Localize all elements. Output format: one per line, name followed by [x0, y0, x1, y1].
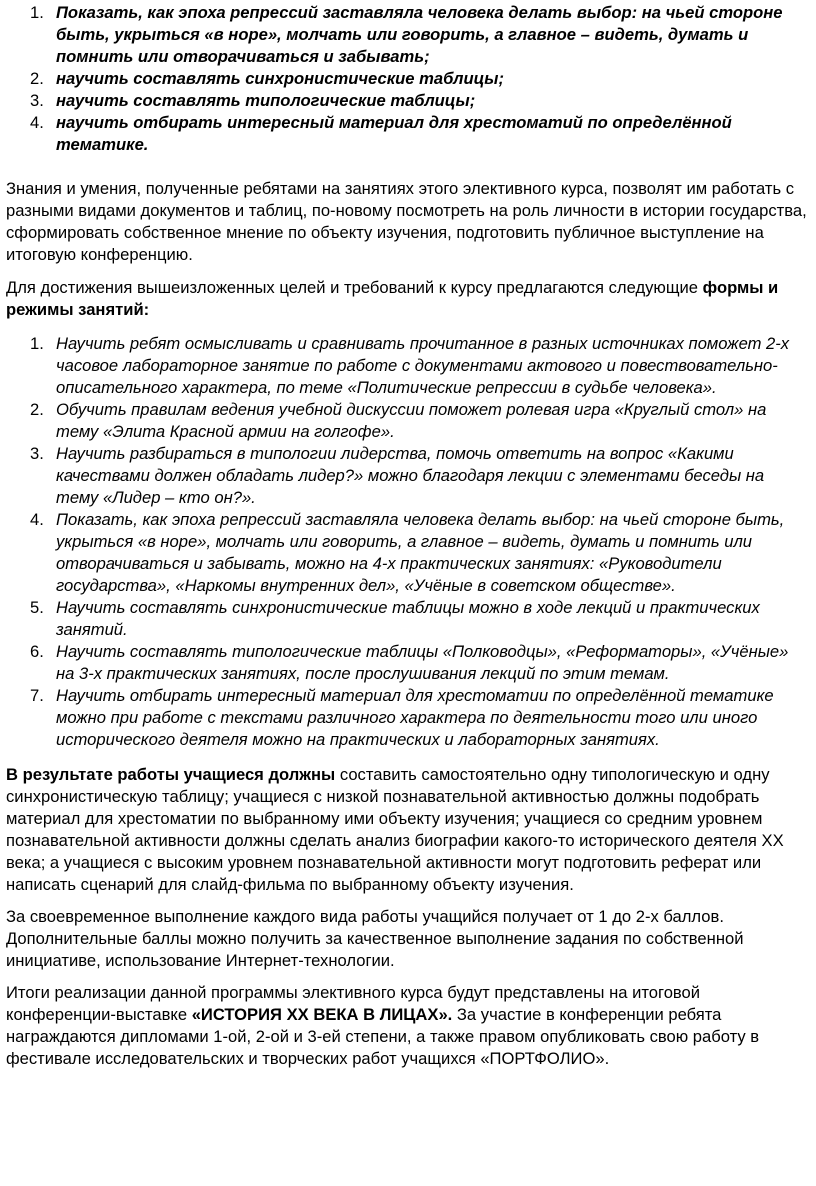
form-item [6, 685, 810, 751]
goal-text: научить составлять типологические таблицы; [56, 91, 476, 110]
result-bold: В результате работы учащиеся должны [6, 765, 336, 784]
conference-title: «ИСТОРИЯ XX ВЕКА В ЛИЦАХ». [191, 1005, 453, 1024]
form-text: Обучить правилам ведения учебной дискуссии поможет ролевая игра «Круглый стол» на тему «Элита Красной армии на голгофе». [56, 400, 767, 441]
goal-item [6, 2, 810, 68]
form-text: Научить отбирать интересный материал для хрестоматии по определённой тематике можно при работе с текстами различного характера по деятельности того или иного исторического деятеля можно на практических и лабораторных занятиях. [56, 686, 774, 749]
goal-text: научить составлять синхронистические таблицы; [56, 69, 504, 88]
final-text-before: Итоги реализации данной программы элективного курса будут представлены на итоговой конференции-выставке [6, 983, 701, 1024]
final-text-after: За участие в конференции ребята награждаются дипломами 1-ой, 2-ой и 3-ей степени, а также правом опубликовать свою работу в фестивале исследовательских и творческих работ учащихся «ПОРТФОЛИО». [6, 1005, 760, 1068]
goal-item [6, 68, 810, 90]
goals-list [6, 2, 810, 156]
form-item [6, 333, 810, 399]
list-number: 4. [30, 510, 44, 529]
form-item [6, 443, 810, 509]
list-number: 1. [30, 334, 44, 353]
forms-intro-bold: формы и режимы занятий: [6, 278, 779, 319]
list-number: 4. [30, 113, 44, 132]
list-number: 1. [30, 3, 44, 22]
result-text: составить самостоятельно одну типологическую и одну синхронистическую таблицу; учащиеся с низкой познавательной активностью должны подобрать материал для хрестоматии по выбранному ими объекту изучения; учащиеся со средним уровнем познавательной активности должны сделать анализ биографии какого-то исторического деятеля XX века; а учащиеся с высоким уровнем познавательной активности могут подготовить реферат или написать сценарий для слайд-фильма по выбранному объекту изучения. [6, 765, 784, 894]
form-text: Показать, как эпоха репрессий заставляла человека делать выбор: на чьей стороне быть, укрыться «в норе», молчать или говорить, а главное – видеть, думать и помнить или отворачиваться и забывать, можно на 4-х практических занятиях: «Руководители государства», «Наркомы внутренних дел», «Учёные в советском обществе». [56, 510, 785, 595]
forms-intro-text: Для достижения вышеизложенных целей и требований к курсу предлагаются следующие [6, 278, 703, 297]
list-number: 6. [30, 642, 44, 661]
list-number: 3. [30, 444, 44, 463]
list-number: 7. [30, 686, 44, 705]
list-number: 2. [30, 400, 44, 419]
form-item [6, 509, 810, 597]
list-number: 5. [30, 598, 44, 617]
list-number: 2. [30, 69, 44, 88]
forms-intro-paragraph [6, 277, 810, 321]
knowledge-paragraph: Знания и умения, полученные ребятами на занятиях этого элективного курса, позволят им работать с разными видами документов и таблиц, по-новому посмотреть на роль личности в истории государства, сформировать собственное мнение по объекту изучения, подготовить публичное выступление на итоговую конференцию. [6, 179, 807, 264]
form-item [6, 399, 810, 443]
form-text: Научить составлять типологические таблицы «Полководцы», «Реформаторы», «Учёные» на 3-х практических занятиях, после прослушивания лекций по этим темам. [56, 642, 789, 683]
form-text: Научить ребят осмысливать и сравнивать прочитанное в разных источниках поможет 2-х часовое лабораторное занятие по работе с документами актового и повествовательно-описательного характера, по теме «Политические репрессии в судьбе человека». [56, 334, 790, 397]
result-paragraph [6, 764, 810, 896]
goal-text: Показать, как эпоха репрессий заставляла человека делать выбор: на чьей стороне быть, укрыться «в норе», молчать или говорить, а главное – видеть, думать и помнить или отворачиваться и забывать; [56, 3, 783, 66]
forms-list [6, 333, 810, 751]
goal-text: научить отбирать интересный материал для хрестоматий по определённой тематике. [56, 113, 732, 154]
form-text: Научить составлять синхронистические таблицы можно в ходе лекций и практических занятий. [56, 598, 760, 639]
goal-item [6, 90, 810, 112]
form-text: Научить разбираться в типологии лидерства, помочь ответить на вопрос «Какими качествами должен обладать лидер?» можно благодаря лекции с элементами беседы на тему «Лидер – кто он?». [56, 444, 765, 507]
form-item [6, 641, 810, 685]
form-item [6, 597, 810, 641]
score-paragraph: За своевременное выполнение каждого вида работы учащийся получает от 1 до 2-х баллов. Дополнительные баллы можно получить за качественное выполнение задания по собственной инициативе, использование Интернет-технологии. [6, 907, 744, 970]
goal-item [6, 112, 810, 156]
list-number: 3. [30, 91, 44, 110]
final-paragraph [6, 982, 810, 1070]
